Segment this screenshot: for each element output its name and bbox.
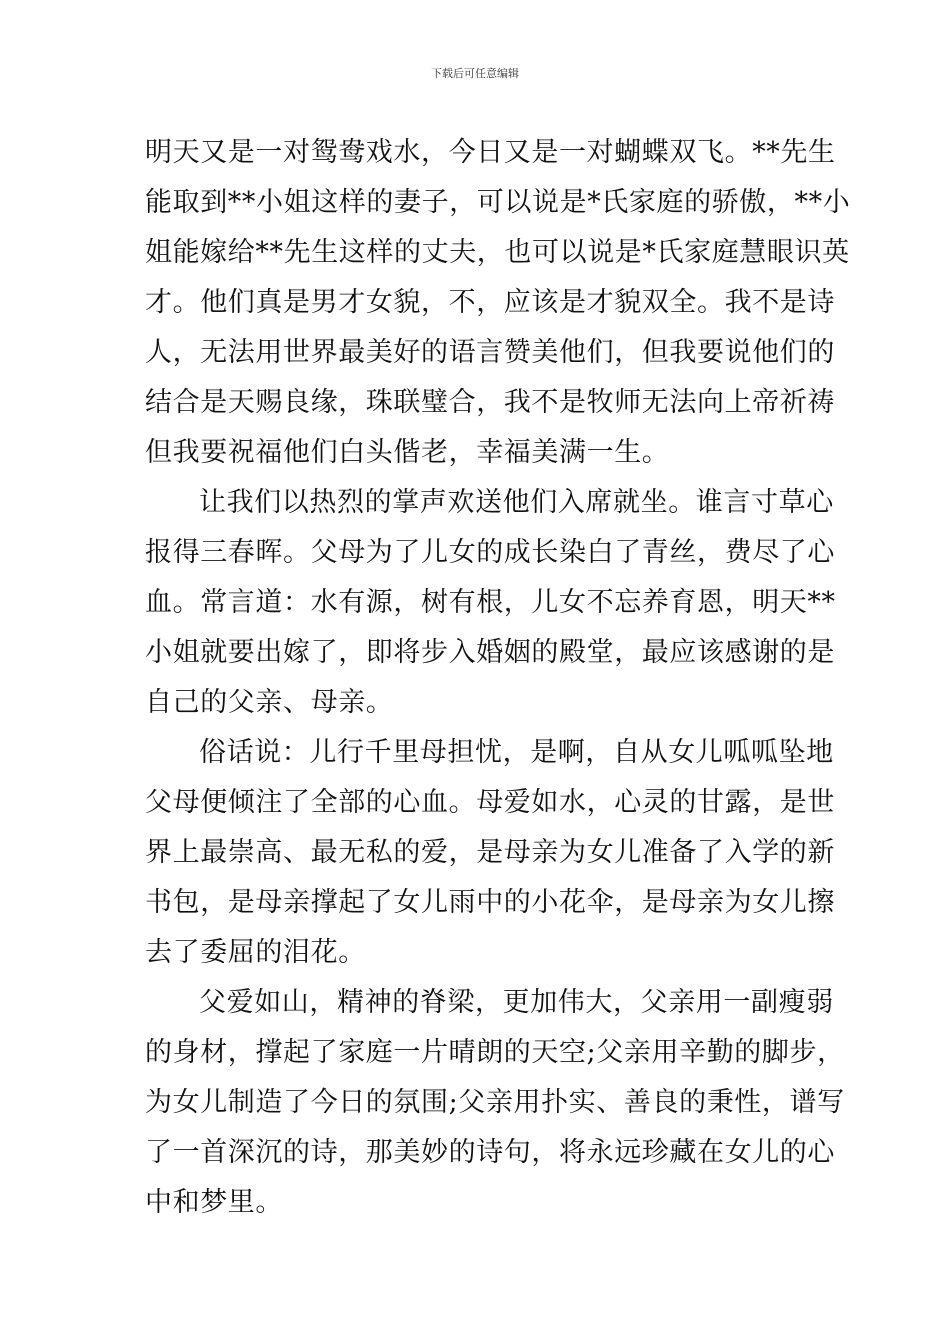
text-line: 中和梦里。 — [145, 1187, 283, 1218]
text-line: 父爱如山，精神的脊梁，更加伟大，父亲用一副瘦弱 — [199, 987, 834, 1018]
text-line: 但我要祝福他们白头偕老，幸福美满一生。 — [145, 437, 670, 468]
text-line: 父母便倾注了全部的心血。母爱如水，心灵的甘露，是世 — [145, 787, 835, 818]
text-line: 书包，是母亲撑起了女儿雨中的小花伞，是母亲为女儿擦 — [145, 887, 835, 918]
text-line: 界上最崇高、最无私的爱，是母亲为女儿准备了入学的新 — [145, 837, 835, 868]
text-line: 俗话说：儿行千里母担忧，是啊，自从女儿呱呱坠地 — [199, 737, 834, 768]
text-line: 让我们以热烈的掌声欢送他们入席就坐。谁言寸草心 — [199, 487, 834, 518]
text-line: 的身材，撑起了家庭一片晴朗的天空;父亲用辛勤的脚步， — [145, 1037, 845, 1068]
text-line: 能取到**小姐这样的妻子，可以说是*氏家庭的骄傲，**小 — [145, 187, 851, 218]
text-line: 姐能嫁给**先生这样的丈夫，也可以说是*氏家庭慧眼识英 — [145, 237, 850, 268]
text-line: 小姐就要出嫁了，即将步入婚姻的殿堂，最应该感谢的是 — [145, 637, 835, 668]
paragraph-4 — [145, 978, 845, 1228]
text-line: 人，无法用世界最美好的语言赞美他们，但我要说他们的 — [145, 337, 835, 368]
paragraph-2 — [145, 478, 836, 728]
text-line: 了一首深沉的诗，那美妙的诗句，将永远珍藏在女儿的心 — [145, 1137, 835, 1168]
text-line: 才。他们真是男才女貌，不，应该是才貌双全。我不是诗 — [145, 287, 835, 318]
text-line: 为女儿制造了今日的氛围;父亲用扑实、善良的秉性，谱写 — [145, 1087, 845, 1118]
text-line: 血。常言道：水有源，树有根，儿女不忘养育恩，明天** — [145, 587, 836, 618]
text-line: 去了委屈的泪花。 — [145, 937, 366, 968]
header-note: 下载后可任意编辑 — [431, 67, 519, 80]
text-line: 明天又是一对鸳鸯戏水，今日又是一对蝴蝶双飞。**先生 — [145, 137, 836, 168]
text-line: 结合是天赐良缘，珠联璧合，我不是牧师无法向上帝祈祷 — [145, 387, 835, 418]
document-body — [145, 128, 851, 1228]
paragraph-1 — [145, 128, 851, 478]
text-line: 自己的父亲、母亲。 — [145, 687, 394, 718]
text-line: 报得三春晖。父母为了儿女的成长染白了青丝，费尽了心 — [145, 537, 835, 568]
paragraph-3 — [145, 728, 835, 978]
